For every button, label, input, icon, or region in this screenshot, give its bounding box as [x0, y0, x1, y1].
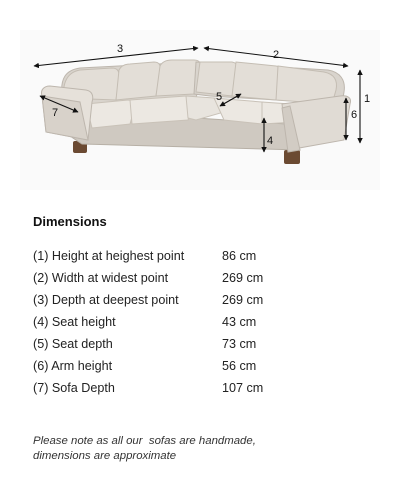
dimension-row-height — [33, 245, 373, 267]
dimension-label: (3) Depth at deepest point — [33, 293, 179, 307]
callout-2: 2 — [273, 49, 280, 61]
dimensions-list — [33, 245, 373, 399]
dimension-label: (1) Height at heighest point — [33, 249, 185, 263]
dimension-value: 107 cm — [222, 381, 264, 395]
dimension-value: 269 cm — [222, 293, 264, 307]
callout-7: 7 — [52, 107, 59, 119]
dimension-value: 269 cm — [222, 271, 264, 285]
dimension-value: 56 cm — [222, 359, 257, 373]
dimension-label: (6) Arm height — [33, 359, 113, 373]
dimensions-heading: Dimensions — [33, 214, 107, 229]
sofa-diagram — [0, 0, 400, 200]
dimension-label: (7) Sofa Depth — [33, 381, 115, 395]
note-line-1: Please note as all our sofas are handmade, — [33, 435, 256, 447]
corner-sofa-illustration — [0, 0, 400, 200]
handmade-note — [33, 434, 373, 464]
callout-3: 3 — [117, 43, 124, 55]
callout-6: 6 — [351, 109, 358, 121]
dimension-label: (5) Seat depth — [33, 337, 113, 351]
dimension-row-seat-depth — [33, 333, 373, 355]
dimension-label: (2) Width at widest point — [33, 271, 169, 285]
dimension-row-seat-height — [33, 311, 373, 333]
dimension-row-sofa-depth — [33, 377, 373, 399]
dimension-row-arm-height — [33, 355, 373, 377]
note-line-2: dimensions are approximate — [33, 450, 177, 462]
dimension-row-depth — [33, 289, 373, 311]
dimension-row-width — [33, 267, 373, 289]
dimension-value: 86 cm — [222, 249, 257, 263]
dimension-label: (4) Seat height — [33, 315, 116, 329]
dimension-value: 43 cm — [222, 315, 257, 329]
callout-1: 1 — [364, 93, 371, 105]
callout-5: 5 — [216, 91, 223, 103]
callout-4: 4 — [267, 135, 274, 147]
dimension-value: 73 cm — [222, 337, 257, 351]
